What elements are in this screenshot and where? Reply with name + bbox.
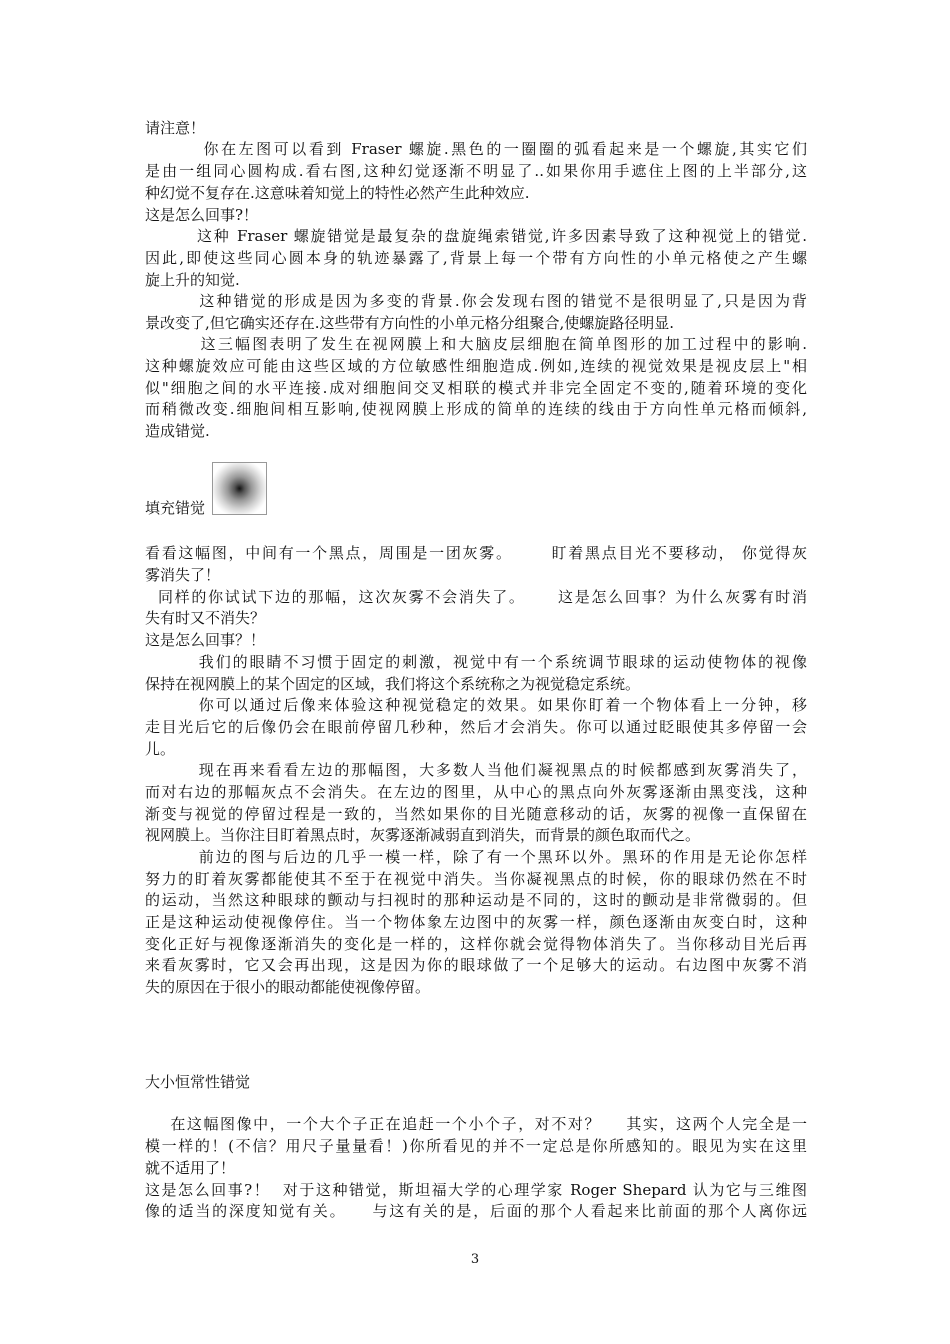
text-line: 就不适用了！	[145, 1159, 236, 1177]
text-line: 这种螺旋效应可能由这些区域的方位敏感性细胞造成.例如,连续的视觉效果是视皮层上"相	[145, 357, 807, 375]
text-line: 因此,即使这些同心圆本身的轨迹暴露了,背景上每一个带有方向性的小单元格使之产生螺	[145, 249, 807, 267]
text-line: 努力的盯着灰雾都能使其不至于在视觉中消失。当你凝视黑点的时候，你的眼球仍然在不时	[145, 870, 807, 888]
text-line: 的运动，当然这种眼球的颤动与扫视时的那种运动是不同的，这时的颤动是非常微弱的。但	[145, 891, 807, 909]
text-line: 而稍微改变.细胞间相互影响,使视网膜上形成的简单的连续的线由于方向性单元格而倾斜,	[145, 400, 807, 418]
text-line: 旋上升的知觉.	[145, 271, 240, 289]
text-line: 前边的图与后边的几乎一模一样，除了有一个黑环以外。黑环的作用是无论你怎样	[145, 848, 807, 866]
text-line: 种幻觉不复存在.这意味着知觉上的特性必然产生此种效应.	[145, 184, 530, 202]
text-line: 像的适当的深度知觉有关。 与这有关的是，后面的那个人看起来比前面的那个人离你远	[145, 1202, 807, 1220]
text-line: 雾消失了！	[145, 566, 221, 584]
text-line: 失有时又不消失？	[145, 609, 266, 627]
text-line: 同样的你试试下边的那幅，这次灰雾不会消失了。 这是怎么回事？为什么灰雾有时消	[145, 588, 807, 606]
text-line: 请注意！	[145, 119, 206, 137]
text-line: 来看灰雾时，它又会再出现，这是因为你的眼球做了一个足够大的运动。右边图中灰雾不消	[145, 956, 807, 974]
text-line: 这是怎么回事?！ 对于这种错觉，斯坦福大学的心理学家 Roger Shepard 认为它与三维图	[145, 1181, 807, 1199]
text-line: 现在再来看看左边的那幅图，大多数人当他们凝视黑点的时候都感到灰雾消失了，	[145, 761, 807, 779]
text-line: 景改变了,但它确实还存在.这些带有方向性的小单元格分组聚合,使螺旋路径明显.	[145, 314, 675, 332]
text-line: 这是怎么回事?！	[145, 206, 259, 224]
text-line: 似"细胞之间的水平连接.成对细胞间交叉相联的模式并非完全固定不变的,随着环境的变化	[145, 379, 807, 397]
text-line: 这三幅图表明了发生在视网膜上和大脑皮层细胞在简单图形的加工过程中的影响.	[145, 335, 807, 353]
text-line: 模一样的！(不信？用尺子量量看！)你所看见的并不一定总是你所感知的。眼见为实在这里	[145, 1137, 807, 1155]
section-heading: 大小恒常性错觉	[145, 1073, 251, 1091]
text-line: 正是这种运动使视像停住。当一个物体象左边图中的灰雾一样，颜色逐渐由灰变白时，这种	[145, 913, 807, 931]
text-line: 视网膜上。当你注目盯着黑点时，灰雾逐渐减弱直到消失，而背景的颜色取而代之。	[145, 826, 701, 844]
text-line: 儿。	[145, 740, 176, 758]
text-line: 你在左图可以看到 Fraser 螺旋.黑色的一圈圈的弧看起来是一个螺旋,其实它们	[145, 140, 807, 158]
text-line: 走目光后它的后像仍会在眼前停留几秒种，然后才会消失。你可以通过眨眼使其多停留一会	[145, 718, 807, 736]
text-line: 变化正好与视像逐渐消失的变化是一样的，这样你就会觉得物体消失了。当你移动目光后再	[145, 935, 807, 953]
text-line: 而对右边的那幅灰点不会消失。在左边的图里，从中心的黑点向外灰雾逐渐由黑变浅，这种	[145, 783, 807, 801]
text-line: 在这幅图像中，一个大个子正在追赶一个小个子，对不对？ 其实，这两个人完全是一	[145, 1115, 807, 1133]
page-number: 3	[470, 1252, 480, 1267]
fill-illusion-image	[212, 462, 267, 515]
text-line: 你可以通过后像来体验这种视觉稳定的效果。如果你盯着一个物体看上一分钟，移	[145, 696, 807, 714]
text-line: 这种错觉的形成是因为多变的背景.你会发现右图的错觉不是很明显了,只是因为背	[145, 292, 807, 310]
text-line: 渐变与视觉的停留过程是一致的，当然如果你的目光随意移动的话，灰雾的视像一直保留在	[145, 805, 807, 823]
text-line: 保持在视网膜上的某个固定的区域，我们将这个系统称之为视觉稳定系统。	[145, 675, 641, 693]
text-line: 造成错觉.	[145, 422, 210, 440]
text-line: 看看这幅图，中间有一个黑点，周围是一团灰雾。 盯着黑点目光不要移动， 你觉得灰	[145, 544, 807, 562]
text-line: 失的原因在于很小的眼动都能使视像停留。	[145, 978, 431, 996]
text-line: 是由一组同心圆构成.看右图,这种幻觉逐渐不明显了..如果你用手遮住上图的上半部分,这	[145, 162, 807, 180]
text-line: 我们的眼睛不习惯于固定的刺激，视觉中有一个系统调节眼球的运动使物体的视像	[145, 653, 807, 671]
text-line: 这是怎么回事？！	[145, 631, 266, 649]
text-line: 这种 Fraser 螺旋错觉是最复杂的盘旋绳索错觉,许多因素导致了这种视觉上的错觉.	[145, 227, 807, 245]
section-heading: 填充错觉	[145, 499, 206, 517]
